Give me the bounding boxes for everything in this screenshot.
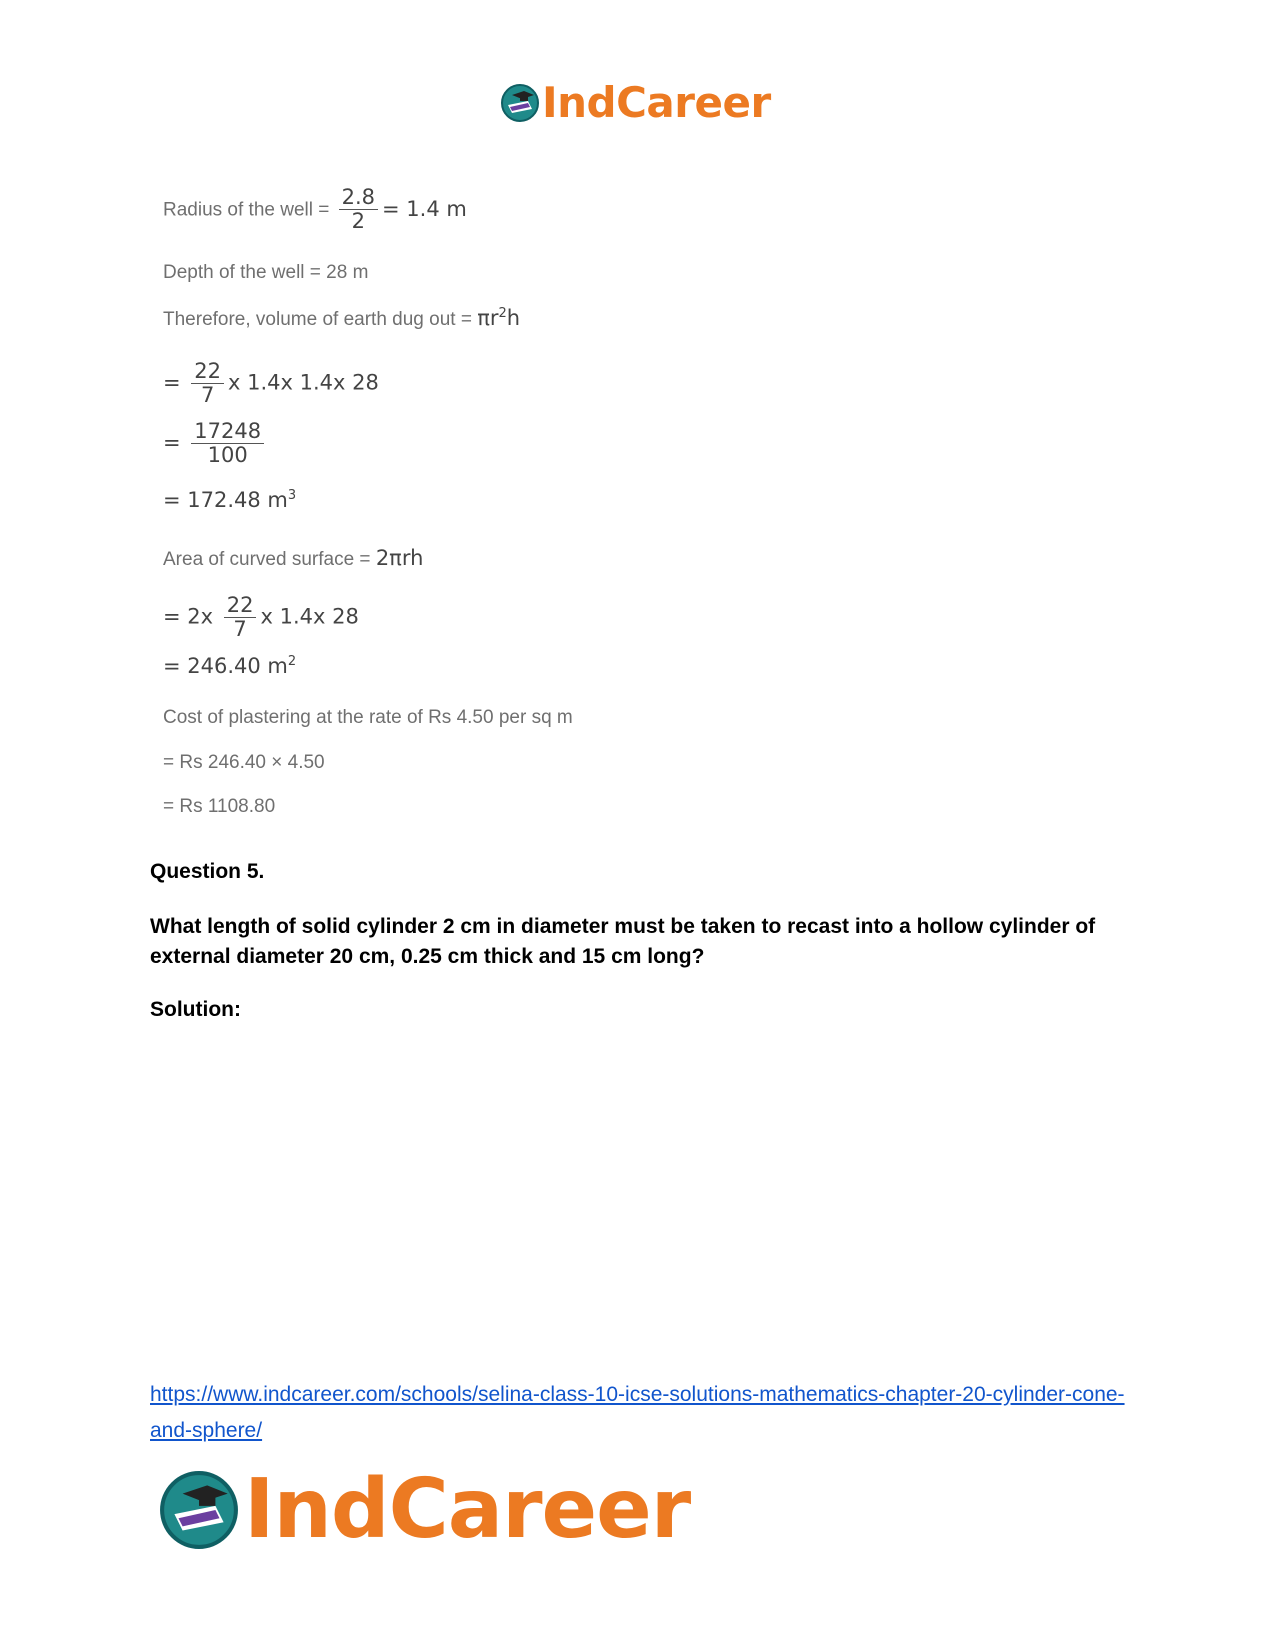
fraction-denominator: 7 [233,617,247,642]
question-text: What length of solid cylinder 2 cm in diameter must be taken to recast into a hollow cylinder of external diameter 20 cm, 0.25 cm thick and 15 cm long? [150,915,1096,968]
question-title: Question 5. [150,860,265,883]
area-step1-pre: = 2x [163,604,214,629]
area-step-1 [163,594,359,641]
volume-formula-exponent: 2 [498,306,507,321]
fraction-denominator: 7 [200,383,215,408]
cost-step-2: = Rs 1108.80 [163,796,276,817]
depth-line: Depth of the well = 28 m [163,262,369,283]
area-label-line [163,546,423,571]
vol-step2-fraction [191,420,264,467]
area-step2-exponent: 2 [287,654,297,669]
fraction-numerator: 2.8 [339,186,378,210]
graduation-cap-book-icon [500,83,540,123]
fraction-denominator: 100 [207,443,248,468]
volume-step-1 [163,360,379,407]
source-link[interactable]: https://www.indcareer.com/schools/selina-class-10-icse-solutions-mathematics-chapter-20-cylinder-cone-and-sphere/ [150,1383,1125,1442]
volume-label: Therefore, volume of earth dug out = [163,309,472,330]
logo-wordmark: IndCareer [542,78,771,127]
fraction-numerator: 22 [191,360,224,384]
volume-formula-base: πr [477,306,499,330]
logo-wordmark: IndCareer [244,1462,691,1557]
header-logo [500,78,771,127]
area-step1-fraction [224,594,257,641]
radius-label: Radius of the well = [163,199,330,221]
volume-formula-end: h [506,306,521,330]
vol-step1-rest: x 1.4x 1.4x 28 [228,370,379,395]
radius-result: = 1.4 m [382,196,467,221]
fraction-denominator: 2 [351,209,366,234]
fraction-numerator: 22 [224,594,257,618]
graduation-cap-book-icon [158,1469,240,1551]
volume-step-3 [163,488,296,512]
area-step-2 [163,654,296,678]
area-label: Area of curved surface = [163,549,371,570]
vol-step1-fraction [191,360,224,407]
volume-label-line [163,306,520,331]
fraction-numerator: 17248 [191,420,264,444]
radius-fraction [339,186,378,233]
cost-label-line: Cost of plastering at the rate of Rs 4.50 per sq m [163,707,573,728]
equals-sign: = [163,430,181,455]
area-step1-rest: x 1.4x 28 [260,604,359,629]
vol-step3-base: = 172.48 m [163,488,288,512]
radius-line [163,186,467,233]
area-step2-base: = 246.40 m [163,654,288,678]
solution-label: Solution: [150,998,241,1021]
cost-step-1: = Rs 246.40 × 4.50 [163,752,325,773]
volume-formula [477,306,520,330]
vol-step3-exponent: 3 [287,488,297,503]
volume-step-2 [163,420,268,467]
equals-sign: = [163,370,181,395]
area-formula: 2πrh [375,546,424,570]
footer-logo [158,1462,690,1557]
